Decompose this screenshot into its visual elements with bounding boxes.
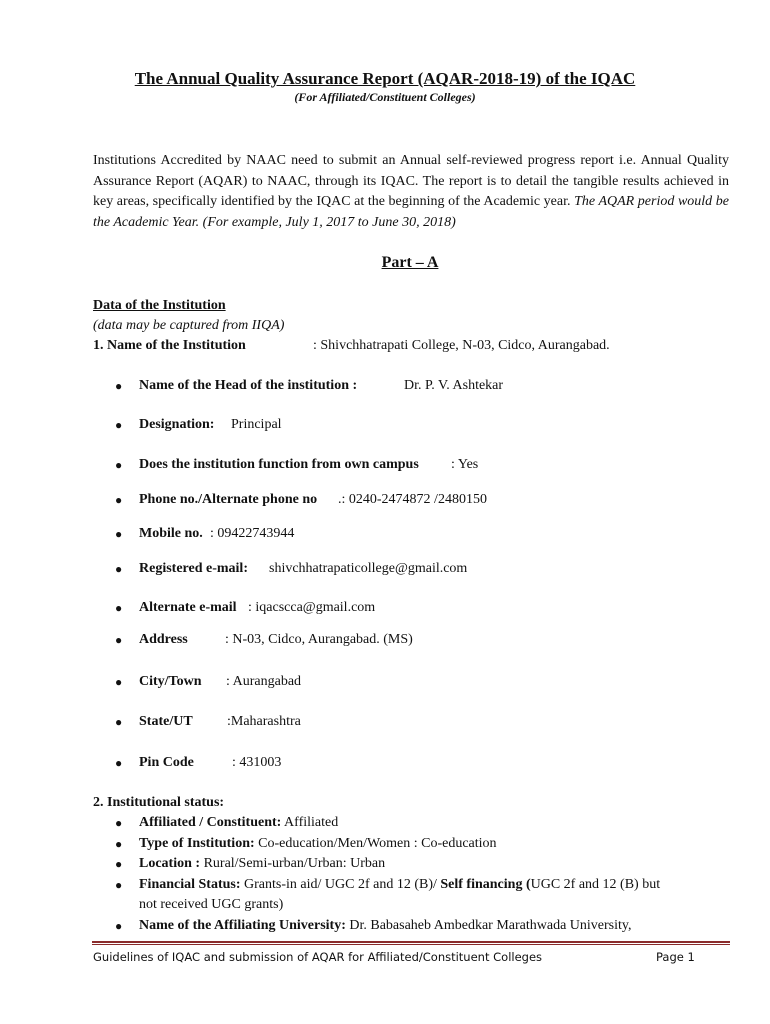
affiliated-label: Affiliated / Constituent: [139,815,282,830]
mobile-label: Mobile no. [139,526,203,541]
bullet-icon: ● [115,562,123,576]
bullet-icon: ● [115,756,123,770]
bullet-icon: ● [115,418,123,432]
email-label: Registered e-mail: [139,561,248,576]
city-label: City/Town [139,674,202,689]
designation-label: Designation: [139,417,215,432]
phone-value: .: 0240-2474872 /2480150 [338,492,487,507]
status-financial [139,877,660,893]
status-location [139,856,385,872]
bullet-icon: ● [115,458,123,472]
bullet-icon: ● [115,675,123,689]
bullet-icon: ● [115,878,123,892]
footer-divider [92,941,730,943]
bullet-icon: ● [115,633,123,647]
document-subtitle: (For Affiliated/Constituent Colleges) [294,90,476,104]
institution-name-label: 1. Name of the Institution [93,338,246,353]
city-value: : Aurangabad [226,674,302,689]
intro-paragraph [93,151,729,233]
campus-value: : Yes [451,457,479,472]
address-label: Address [139,632,188,647]
university-value: Dr. Babasaheb Ambedkar Marathwada University, [345,918,632,933]
bullet-icon: ● [115,493,123,507]
status-affiliated [139,815,338,831]
footer-text: Guidelines of IQAC and submission of AQAR for Affiliated/Constituent Colleges [93,950,543,964]
alt-email-value: : iqacscca@gmail.com [248,600,376,615]
part-heading: Part – A [381,254,439,271]
head-label: Name of the Head of the institution : [139,378,358,393]
state-label: State/UT [139,714,193,729]
bullet-icon: ● [115,857,123,871]
institution-note: (data may be captured from IIQA) [93,318,285,333]
email-value: shivchhatrapaticollege@gmail.com [269,561,468,576]
financial-value: Grants-in aid/ UGC 2f and 12 (B)/ [240,877,441,892]
type-label: Type of Institution: [139,836,255,851]
affiliated-value: Affiliated [281,815,339,830]
alt-email-label: Alternate e-mail [139,600,237,615]
footer-divider-thin [92,944,730,945]
head-value: Dr. P. V. Ashtekar [404,378,504,393]
pin-value: : 431003 [232,755,282,770]
campus-label: Does the institution function from own campus [139,457,419,472]
intro-text: Institutions Accredited by NAAC need to submit an Annual self-reviewed progress report i.e. Annual Quality Assurance Report (AQAR) to NAAC, through its IQAC. The report is to detail the tangible results achieved in key areas, specifically identified by the IQAC at the beginning of the Academic year. [93,153,729,210]
self-financing-label: Self financing ( [440,877,531,892]
intro-italic: The AQAR period would be the Academic Year. (For example, July 1, 2017 to June 30, 2018) [93,194,729,230]
page-number: Page 1 [656,950,695,964]
institution-name-value: : Shivchhatrapati College, N-03, Cidco, Aurangabad. [313,338,610,353]
mobile-value: : 09422743944 [210,526,295,541]
financial-continuation: not received UGC grants) [139,897,284,912]
type-value: Co-education/Men/Women : Co-education [254,836,497,851]
bullet-icon: ● [115,816,123,830]
bullet-icon: ● [115,527,123,541]
financial-label: Financial Status: [139,877,241,892]
location-value: Rural/Semi-urban/Urban: Urban [200,856,386,871]
designation-value: Principal [231,417,282,432]
bullet-icon: ● [115,715,123,729]
document-title: The Annual Quality Assurance Report (AQAR-2018-19) of the IQAC [134,69,636,88]
pin-label: Pin Code [139,755,194,770]
university-label: Name of the Affiliating University: [139,918,346,933]
phone-label: Phone no./Alternate phone no [139,492,318,507]
state-value: :Maharashtra [227,714,301,729]
bullet-icon: ● [115,837,123,851]
bullet-icon: ● [115,379,123,393]
status-university [139,918,631,934]
status-heading: 2. Institutional status: [93,795,225,810]
bullet-icon: ● [115,919,123,933]
status-type [139,836,497,852]
bullet-icon: ● [115,601,123,615]
address-value: : N-03, Cidco, Aurangabad. (MS) [225,632,413,647]
location-label: Location : [139,856,201,871]
institution-heading: Data of the Institution [93,298,226,313]
self-financing-value: UGC 2f and 12 (B) but [530,877,661,892]
